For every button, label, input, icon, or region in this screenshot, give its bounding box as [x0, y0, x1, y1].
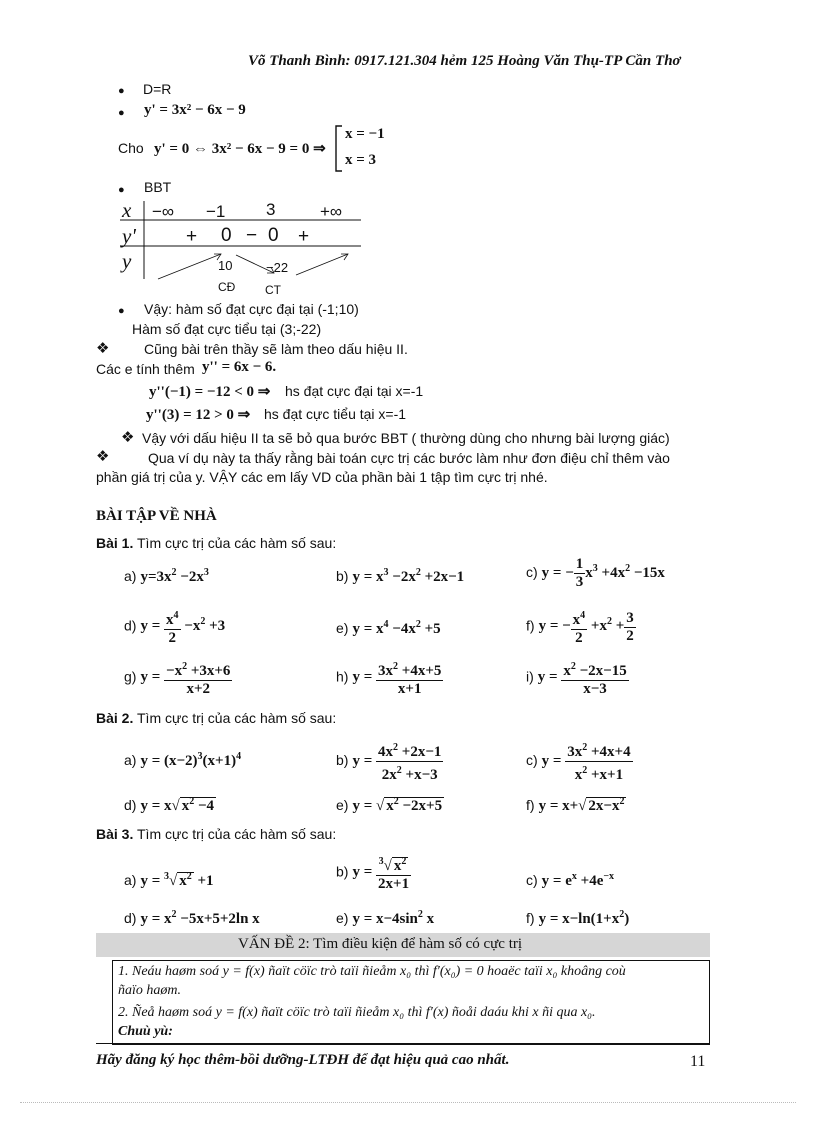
formula-2e: y = √ $x^2 -2x+5$ — [352, 796, 443, 814]
check2-formula: y''(3) = 12 > 0 ⇒ — [146, 407, 251, 423]
item-label: f) — [526, 797, 535, 813]
item-label: f) — [526, 910, 535, 926]
increase-arrow-2 — [296, 254, 348, 275]
bbt-yp-label: y' — [122, 224, 136, 248]
exercise-3-heading — [96, 826, 336, 842]
exercise-item — [336, 619, 441, 638]
formula-3a: y = $^3$√ $x^2 +1$ — [140, 871, 214, 889]
note-2-line2: phần giá trị của y. VẬY các em lấy VD của phần bài 1 tập tìm cực trị nhé. — [96, 469, 548, 485]
bbt-x-label: x — [122, 198, 132, 222]
check1-text: hs đạt cực đại tại x=-1 — [285, 383, 424, 399]
item-label: e) — [336, 620, 349, 636]
bbt-sign: + — [186, 226, 198, 247]
exercise-label: Bài 1. — [96, 535, 134, 551]
formula-1a: $y=3x^2 -2x^3$ — [140, 567, 209, 585]
exercise-item — [526, 871, 614, 890]
bullet-icon: ● — [118, 305, 125, 317]
exercise-item — [336, 796, 444, 815]
bullet-icon: ● — [118, 107, 125, 119]
theorem-line-1b: ñaïo haøm. — [118, 983, 181, 998]
diamond-bullet-icon: ❖ — [121, 429, 135, 446]
item-label: b) — [336, 568, 349, 584]
item-label: d) — [124, 617, 137, 634]
formula-1c: y = − $\frac{1}{3}$ $x^3 +4x^2 -15x$ — [541, 556, 665, 590]
theorem-line-2: 2. Ñeå haøm soá y = f(x) ñaït cöïc trò taïi ñieåm x₀ thì f′(x) ñoåi daáu khi x ñi qua x₀. — [118, 1005, 596, 1020]
page-header: Võ Thanh Bình: 0917.121.304 hẻm 125 Hoàng Văn Thụ-TP Cần Thơ — [248, 53, 681, 69]
page-edge-dots — [20, 1102, 796, 1103]
item-label: b) — [336, 863, 349, 880]
item-label: i) — [526, 668, 534, 685]
check2-text: hs đạt cực tiểu tại x=-1 — [264, 406, 407, 422]
formula-2b: y = $\frac{4x^2 +2x-1}{2x^2 +x-3}$ — [352, 753, 443, 769]
bbt-label: BBT — [144, 179, 172, 195]
footer-text: Hãy đăng ký học thêm-bồi dưỡng-LTĐH để đạt hiệu quả cao nhất. — [96, 1052, 510, 1068]
exercise-text: Tìm cực trị của các hàm số sau: — [137, 710, 337, 726]
conclusion-min: Hàm số đạt cực tiểu tại (3;-22) — [132, 321, 322, 337]
item-label: a) — [124, 752, 137, 768]
root-1: x = −1 — [345, 126, 385, 142]
bbt-min-value: −22 — [266, 260, 289, 275]
formula-1f: y = − $\frac{x^4}{2}$ $+x^2$ + $\frac{3}{2}$ — [539, 618, 636, 634]
system-bracket — [333, 124, 343, 174]
formula-1b: $y = x^3 -2x^2 +2x-1$ — [352, 567, 465, 585]
formula-1h: y = $\frac{3x^2 +4x+5}{x+1}$ — [352, 669, 443, 685]
item-label: c) — [526, 751, 538, 768]
formula-1d: y = $\frac{x^4}{2}$ $-x^2 +3$ — [140, 618, 225, 634]
formula-2d: y = x√ $x^2 -4$ — [140, 796, 215, 814]
formula-2a: $y = (x-2)^3(x+1)^4$ — [140, 751, 242, 769]
bbt-sign: − — [246, 225, 258, 246]
item-label: e) — [336, 910, 349, 926]
item-label: h) — [336, 668, 349, 685]
exercise-1-heading — [96, 535, 336, 551]
item-label: f) — [526, 617, 535, 634]
bbt-x-value: 3 — [266, 200, 276, 219]
exercise-item — [526, 739, 633, 784]
item-label: g) — [124, 668, 137, 685]
exercise-item — [124, 796, 216, 815]
formula-3c: $y = e^x +4e^{-x}$ — [541, 871, 615, 889]
derivative-formula: y' = 3x² − 6x − 9 — [144, 102, 246, 118]
note-2-line1: Qua ví dụ này ta thấy rằng bài toán cực trị các bước làm như đơn điệu chỉ thêm vào — [148, 450, 670, 466]
formula-3b: y = $\frac{^3√ x^2}{2x+1}$ — [352, 864, 411, 880]
bbt-x-value: −1 — [206, 202, 226, 221]
exercise-label: Bài 2. — [96, 710, 134, 726]
diamond-bullet-icon: ❖ — [96, 448, 110, 465]
bbt-y-label: y — [122, 249, 132, 273]
page-number: 11 — [690, 1053, 706, 1070]
homework-title: BÀI TẬP VỀ NHÀ — [96, 508, 217, 524]
second-deriv-formula: y'' = 6x − 6. — [202, 359, 277, 375]
exercise-item — [124, 871, 214, 890]
exercise-item — [124, 658, 232, 698]
item-label: c) — [526, 563, 538, 580]
root-2: x = 3 — [345, 152, 377, 168]
item-label: a) — [124, 568, 137, 584]
item-label: b) — [336, 751, 349, 768]
bullet-icon: ● — [118, 85, 125, 97]
bbt-min-tag: CT — [265, 283, 281, 297]
formula-1i: y = $\frac{x^2 -2x-15}{x-3}$ — [538, 669, 629, 685]
diamond-bullet-icon: ❖ — [96, 340, 110, 357]
bbt-max-tag: CĐ — [218, 280, 236, 294]
formula-1e: $y = x^4 -4x^2 +5$ — [352, 619, 441, 637]
item-label: d) — [124, 797, 137, 813]
item-label: d) — [124, 910, 137, 926]
exercise-item — [336, 739, 443, 784]
item-label: a) — [124, 872, 137, 888]
item-label: e) — [336, 797, 349, 813]
note-1: Vậy với dấu hiệu II ta sẽ bỏ qua bước BBT ( thường dùng cho nhưng bài lượng giác) — [142, 430, 670, 446]
cho-label: Cho — [118, 140, 144, 156]
increase-arrow-1 — [158, 254, 221, 279]
bbt-x-value: +∞ — [320, 202, 343, 221]
exercise-label: Bài 3. — [96, 826, 134, 842]
domain-text: D=R — [143, 81, 172, 97]
item-label: c) — [526, 872, 538, 888]
exercise-item — [336, 853, 411, 893]
exercise-item — [526, 607, 636, 647]
formula-2c: y = $\frac{3x^2 +4x+4}{x^2 +x+1}$ — [542, 753, 633, 769]
exercise-text: Tìm cực trị của các hàm số sau: — [137, 826, 337, 842]
exercise-item — [526, 658, 629, 698]
bbt-sign: + — [298, 226, 310, 247]
footer-rule — [96, 1043, 710, 1044]
theorem-note-label: Chuù yù: — [118, 1024, 173, 1039]
bbt-sign: 0 — [268, 225, 279, 246]
exercise-text: Tìm cực trị của các hàm số sau: — [137, 535, 337, 551]
check1-formula: y''(−1) = −12 < 0 ⇒ — [149, 384, 271, 400]
theorem-line-1a: 1. Neáu haøm soá y = f(x) ñaït cöïc trò taïi ñieåm x₀ thì f′(x₀) = 0 hoaëc taïi x₀ khoâng coù — [118, 964, 626, 979]
exercise-item — [124, 567, 209, 586]
exercise-item — [336, 658, 443, 698]
formula-3d: $y = x^2 -5x+5+2\ln$ x — [140, 909, 260, 927]
formula-1g: y = $\frac{-x^2 +3x+6}{x+2}$ — [140, 669, 232, 685]
exercise-item — [336, 909, 434, 928]
rule2-line: Cũng bài trên thầy sẽ làm theo dấu hiệu II. — [144, 341, 408, 357]
exercise-2-heading — [96, 710, 336, 726]
bbt-x-value: −∞ — [152, 202, 175, 221]
exercise-item — [336, 567, 464, 586]
exercise-item — [124, 751, 241, 770]
exercise-item — [124, 909, 260, 928]
formula-2f: y = x+√ $2x-x^2$ — [538, 796, 625, 814]
bbt-max-value: 10 — [218, 258, 233, 273]
bullet-icon: ● — [118, 184, 125, 196]
exercise-item — [526, 909, 629, 928]
exercise-item — [124, 607, 225, 647]
exercise-item — [526, 556, 665, 591]
cho-equation: y' = 0 ⇔ 3x² − 6x − 9 = 0 ⇒ — [154, 141, 326, 157]
formula-3f: $y = x-\ln(1+x^2)$ — [538, 909, 630, 927]
second-deriv-label: Các e tính thêm — [96, 361, 195, 377]
conclusion-max: Vậy: hàm số đạt cực đại tại (-1;10) — [144, 301, 359, 317]
formula-3e: $y = x-4\sin^2$ x — [352, 909, 435, 927]
section-2-title: VẤN ĐỀ 2: Tìm điều kiện để hàm số có cực trị — [238, 936, 523, 952]
exercise-item — [526, 796, 626, 815]
bbt-sign: 0 — [221, 225, 232, 246]
